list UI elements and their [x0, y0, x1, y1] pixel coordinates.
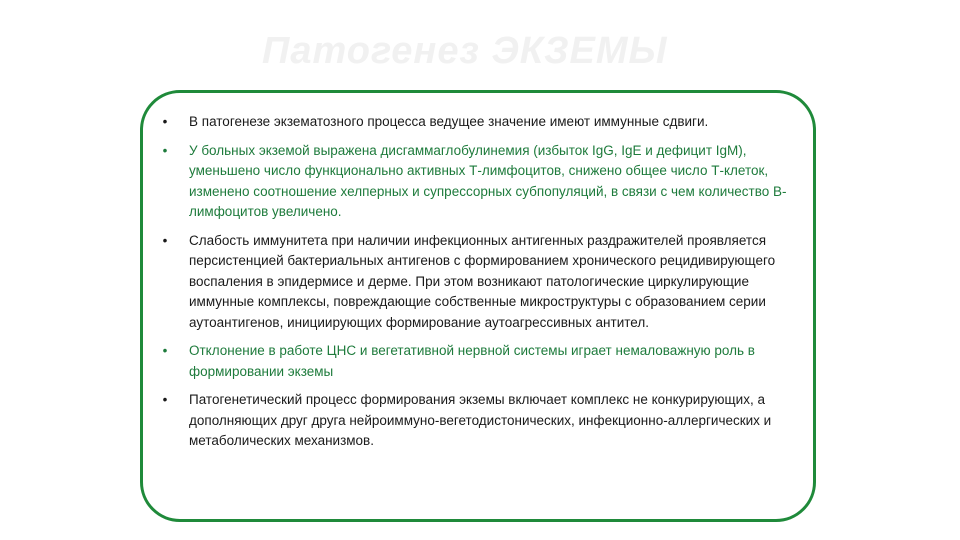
bullet-text: Отклонение в работе ЦНС и вегетативной нервной системы играет немаловажную роль в формировании экземы — [189, 343, 755, 379]
bullet-marker: • — [162, 232, 168, 248]
bullet-item-pathogenetic-process — [160, 390, 800, 452]
bullet-marker: • — [162, 343, 168, 358]
bullet-text: Патогенетический процесс формирования экземы включает комплекс не конкурирующих, а дополняющих друг друга нейроиммуно-вегетодистонических, инфекционно-аллергических и метаболических механизмов. — [189, 392, 772, 448]
bullet-list — [160, 112, 800, 460]
bullet-text: В патогенезе экзематозного процесса ведущее значение имеют иммунные сдвиги. — [189, 114, 709, 129]
slide-title: Патогенез ЭКЗЕМЫ — [262, 30, 668, 72]
bullet-marker: • — [162, 392, 168, 407]
bullet-item-dysgammaglobulinemia — [160, 141, 800, 223]
bullet-text: Слабость иммунитета при наличии инфекционных антигенных раздражителей проявляется персистенцией бактериальных антигенов с формированием хронического рецидивирующего воспаления в эпидермисе и дерме. При этом возникают патологические циркулирующие иммунные комплексы, повреждающие собственные микроструктуры с образованием серии аутоантигенов, инициирующих формирование аутоагрессивных антител. — [189, 232, 776, 330]
bullet-text: У больных экземой выражена дисгаммаглобулинемия (избыток IgG, IgE и дефицит IgM), уменьшено число функционально активных Т-лимфоцитов, снижено общее число Т-клеток, изменено соотношение хелперных и супрессорных субпопуляций, в связи с чем количество В-лимфоцитов увеличено. — [189, 142, 787, 219]
bullet-marker: • — [162, 142, 168, 158]
bullet-item-immune-shifts — [160, 112, 800, 133]
bullet-item-cns-deviation — [160, 341, 800, 382]
bullet-item-weak-immunity — [160, 231, 800, 334]
bullet-marker: • — [162, 114, 168, 129]
